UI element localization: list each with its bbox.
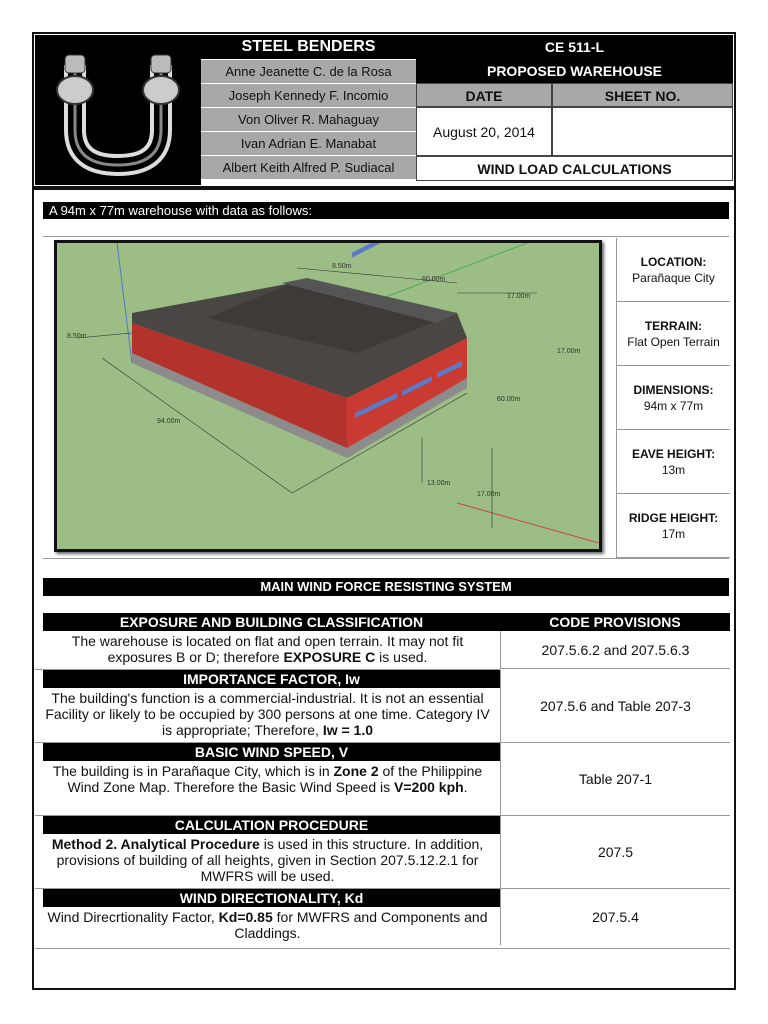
steel-benders-logo [35,35,201,185]
warehouse-3d-model [54,240,602,552]
property-value: Parañaque City [632,270,715,285]
property-value: Flat Open Terrain [627,334,720,349]
dim-label: 94.00m [157,418,181,425]
separator [43,236,729,237]
team-name: STEEL BENDERS [201,35,416,59]
importance-text: The building's function is a commercial-industrial. It is not an essential Facility or likely to be occupied by 300 persons at one time. Category IV is appropriate; Therefore, Iw = 1.0 [35,688,500,743]
property-label: RIDGE HEIGHT: [628,510,719,525]
directionality-title: WIND DIRECTIONALITY, Kd [43,889,500,907]
dim-label: 17.00m [557,348,581,355]
procedure-title: CALCULATION PROCEDURE [43,816,500,834]
course-code: CE 511-L [416,35,733,59]
directionality-text: Wind Direcrtionality Factor, Kd=0.85 for MWFRS and Components and Claddings. [47,909,488,941]
dim-label: 17.00m [477,491,501,498]
sheet-label: SHEET NO. [552,83,733,107]
dim-label: 60.00m [497,396,521,403]
dim-label: 8.50m [332,263,352,270]
property-label: TERRAIN: [644,318,703,333]
property-location [617,238,730,302]
column-header-code: CODE PROVISIONS [500,613,730,631]
calculation-table [35,613,730,945]
property-dimensions [617,366,730,430]
column-header-classification: EXPOSURE AND BUILDING CLASSIFICATION [43,613,500,631]
header-divider [32,186,736,190]
property-ridge-height [617,494,730,558]
procedure-text: Method 2. Analytical Procedure is used in this structure. In addition, provisions of building of all heights, given in Section 207.5.12.2.1 for MWFRS will be used. [35,834,500,889]
property-value: 94m x 77m [643,398,704,413]
member-name: Von Oliver R. Mahaguay [201,107,416,131]
date-value: August 20, 2014 [416,107,552,156]
property-label: LOCATION: [640,254,707,269]
exposure-text: The warehouse is located on flat and open terrain. It may not fit exposures B or D; therefore EXPOSURE C is used. [35,631,500,670]
dim-label: 17.00m [507,293,531,300]
importance-title: IMPORTANCE FACTOR, Iw [43,670,500,688]
member-name: Anne Jeanette C. de la Rosa [201,59,416,83]
wind-speed-title: BASIC WIND SPEED, V [43,743,500,761]
member-name: Ivan Adrian E. Manabat [201,131,416,155]
property-value: 17m [661,526,686,541]
separator [43,558,729,559]
property-eave-height [617,430,730,494]
code-provision: 207.5 [500,816,730,889]
project-name: PROPOSED WAREHOUSE [416,59,733,83]
separator [35,948,730,949]
date-label: DATE [416,83,552,107]
intro-text: A 94m x 77m warehouse with data as follows: [43,202,729,219]
site-properties [616,238,730,558]
code-provision: 207.5.4 [500,889,730,945]
property-label: DIMENSIONS: [633,382,714,397]
sheet-title: WIND LOAD CALCULATIONS [416,156,733,181]
member-name: Albert Keith Alfred P. Sudiacal [201,155,416,179]
dim-label: 8.50m [67,333,87,340]
section-title: MAIN WIND FORCE RESISTING SYSTEM [43,578,729,596]
code-provision: 207.5.6 and Table 207-3 [500,670,730,743]
dim-label: 60.00m [422,276,446,283]
wind-speed-text: The building is in Parañaque City, which is in Zone 2 of the Philippine Wind Zone Map. Therefore the Basic Wind Speed is V=200 kph. [35,761,500,816]
dim-label: 13.00m [427,480,451,487]
property-label: EAVE HEIGHT: [631,446,716,461]
property-terrain [617,302,730,366]
code-provision: Table 207-1 [500,743,730,816]
member-name: Joseph Kennedy F. Incomio [201,83,416,107]
title-block [35,35,733,185]
sheet-value [552,107,733,156]
property-value: 13m [661,462,686,477]
code-provision: 207.5.6.2 and 207.5.6.3 [500,631,730,669]
